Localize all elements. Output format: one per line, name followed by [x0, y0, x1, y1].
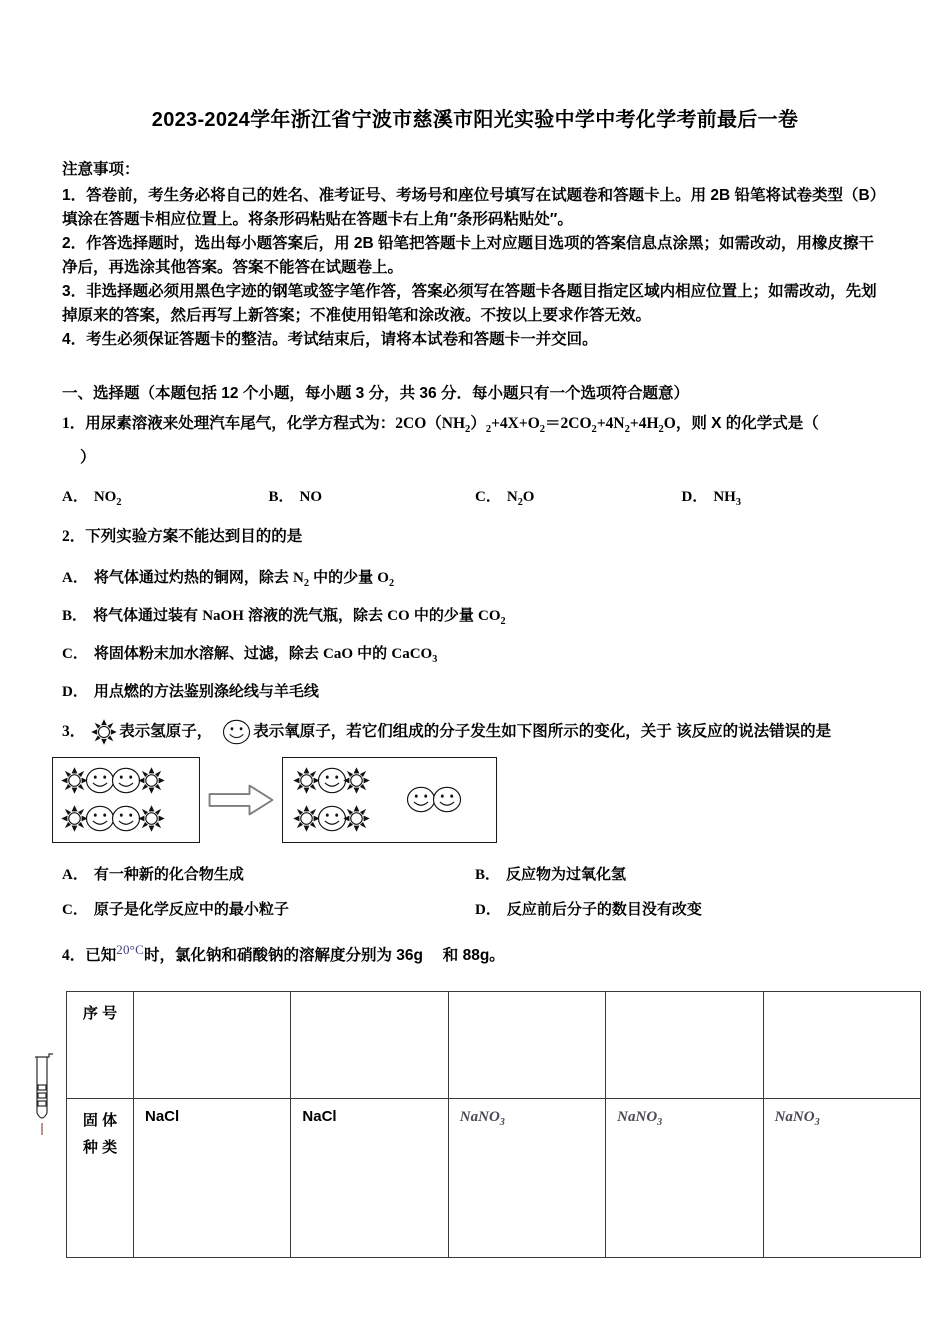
hydrogen-atom-icon	[138, 805, 165, 832]
chemical-formula: NaNO$_3$	[774, 1109, 820, 1129]
option-label: A．	[62, 866, 88, 883]
question-1-option-a[interactable]	[62, 485, 269, 508]
product-molecule-2	[293, 800, 370, 838]
reactants-box	[52, 757, 200, 843]
table-cell	[134, 1099, 291, 1258]
question-4	[62, 939, 888, 969]
solid-type-table-wrapper	[62, 991, 888, 1258]
oxygen-atom-icon	[111, 805, 141, 832]
notice-item-2: 2．作答选择题时，选出每小题答案后，用 2B 铅笔把答题卡上对应题目选项的答案信息点涂黑；如需改动，用橡皮擦干净后，再选涂其他答案。答案不能答在试题卷上。	[62, 235, 875, 277]
chemical-formula: NaNO$_3$	[459, 1109, 505, 1129]
question-3-stem-part2: 表示氧原子，若它们组成的分子发生如下图所示的变化，关于 该反应的说法错误的是	[253, 722, 832, 740]
option-label: D．	[62, 683, 88, 700]
question-3-number: 3．	[62, 722, 86, 740]
option-text: 用点燃的方法鉴别涤纶线与羊毛线	[93, 682, 319, 700]
option-text: 将气体通过灼热的铜网，除去 $N_2$ 中的少量 $O_2$	[93, 568, 395, 589]
hydrogen-atom-icon	[343, 767, 370, 794]
oxygen-atom-icon	[111, 767, 141, 794]
question-2-option-d[interactable]	[62, 680, 888, 701]
hydrogen-atom-icon	[61, 767, 88, 794]
option-text: $NH_3$	[713, 489, 741, 509]
table-cell	[448, 1099, 605, 1258]
question-2-options	[62, 566, 888, 701]
option-label: B．	[268, 489, 294, 506]
option-label: B．	[62, 607, 88, 624]
notice-heading: 注意事项：	[62, 161, 140, 178]
oxygen-atom-icon	[222, 719, 251, 745]
option-text: 将气体通过装有 NaOH 溶液的洗气瓶，除去 CO 中的少量 $CO_2$	[93, 606, 506, 627]
table-cell	[763, 1099, 920, 1258]
solid-type-table	[66, 991, 921, 1258]
notice-item-1: 1．答卷前，考生务必将自己的姓名、准考证号、考场号和座位号填写在试题卷和答题卡上。用 2B 铅笔将试卷类型（B）填涂在答题卡相应位置上。将条形码粘贴在答题卡右上角″条形码粘贴处″。	[62, 187, 886, 229]
table-cell	[291, 1099, 448, 1258]
product-molecule-1	[293, 762, 370, 800]
oxygen-atom-icon	[432, 786, 462, 813]
table-row	[67, 1099, 921, 1258]
question-1	[62, 411, 888, 439]
reactant-molecule-2	[61, 800, 191, 838]
option-label: C．	[62, 645, 88, 662]
question-1-stem-line2: ）	[80, 448, 96, 466]
question-2	[62, 524, 888, 550]
option-label: A．	[62, 489, 88, 506]
section-heading-multiple-choice: 一、选择题（本题包括 12 个小题，每小题 3 分，共 36 分．每小题只有一个选项符合题意）	[62, 385, 689, 403]
question-3	[62, 719, 888, 745]
option-label: D．	[475, 901, 501, 918]
question-3-option-b[interactable]	[475, 863, 888, 884]
notice-item-4: 4．考生必须保证答题卡的整洁。考试结束后，请将本试卷和答题卡一并交回。	[62, 331, 598, 349]
hydrogen-atom-icon	[293, 767, 320, 794]
table-cell	[448, 992, 605, 1099]
option-text: 反应前后分子的数目没有改变	[506, 900, 702, 918]
hydrogen-atom-icon	[91, 719, 117, 745]
question-2-stem: 下列实验方案不能达到目的的是	[85, 528, 303, 546]
question-4-stem-head: 已知	[85, 946, 117, 964]
page-title: 2023-2024学年浙江省宁波市慈溪市阳光实验中学中考化学考前最后一卷	[151, 109, 799, 131]
notice-item-3: 3．非选择题必须用黑色字迹的钢笔或签字笔作答，答案必须写在答题卡各题目指定区域内相应位置上；如需改动，先划掉原来的答案，然后再写上新答案；不准使用铅笔和涂改液。不按以上要求作答无效。	[62, 283, 877, 325]
table-row-header-serial: 序 号	[67, 992, 134, 1099]
question-1-options	[62, 485, 888, 508]
hydrogen-atom-icon	[61, 805, 88, 832]
question-1-equation: $2CO(NH_2)_2+4X+O_2=2CO_2+4N_2+4H_2O$	[395, 414, 676, 436]
option-text: 有一种新的化合物生成	[93, 865, 244, 883]
question-2-number: 2．	[62, 528, 86, 546]
table-cell	[291, 992, 448, 1099]
option-label: C．	[62, 901, 88, 918]
table-cell	[606, 992, 763, 1099]
question-3-options-row-1	[62, 863, 888, 884]
question-1-number: 1．	[62, 414, 86, 432]
chemical-formula: NaNO$_3$	[617, 1109, 663, 1129]
option-text: 将固体粉末加水溶解、过滤，除去 CaO 中的 CaCO$_3$	[93, 644, 438, 665]
question-4-stem-tail: 时，氯化钠和硝酸钠的溶解度分别为 36g 和 88g。	[143, 946, 505, 964]
table-row	[67, 992, 921, 1099]
hydrogen-atom-icon	[343, 805, 370, 832]
option-label: B．	[475, 866, 501, 883]
chemical-formula: NaCl	[145, 1108, 180, 1126]
reactant-molecule-1	[61, 762, 191, 800]
question-1-stem: 用尿素溶液来处理汽车尾气，化学方程式为：	[85, 414, 396, 432]
question-3-option-a[interactable]	[62, 863, 475, 884]
table-cell	[763, 992, 920, 1099]
table-cell	[134, 992, 291, 1099]
question-1-option-c[interactable]	[475, 485, 682, 508]
option-text: 原子是化学反应中的最小粒子	[93, 900, 289, 918]
option-text: $NO_2$	[93, 489, 122, 509]
option-text: $N_2O$	[506, 489, 535, 509]
chemical-formula: NaCl	[302, 1108, 337, 1126]
option-text: 反应物为过氧化氢	[506, 865, 627, 883]
option-label: A．	[62, 569, 88, 586]
option-label: D．	[681, 489, 708, 506]
table-cell	[606, 1099, 763, 1258]
reaction-arrow	[200, 783, 282, 817]
option-label: C．	[475, 489, 501, 506]
question-1-option-b[interactable]	[269, 485, 476, 508]
product-molecule-3	[406, 786, 462, 813]
products-box	[282, 757, 497, 843]
question-4-number: 4．	[62, 946, 86, 964]
molecule-reaction-diagram	[52, 757, 888, 843]
question-2-option-a[interactable]	[62, 566, 888, 589]
question-3-options-row-2	[62, 898, 888, 919]
question-3-option-c[interactable]	[62, 898, 475, 919]
hydrogen-atom-icon	[138, 767, 165, 794]
option-text: NO	[299, 489, 323, 506]
question-2-option-b[interactable]	[62, 604, 888, 627]
notice-block	[62, 158, 888, 352]
temperature-value: 20°C	[116, 941, 144, 957]
question-3-stem-part1: 表示氢原子，	[119, 722, 213, 740]
question-1-stem-tail: ，则 X 的化学式是（	[675, 414, 819, 432]
right-arrow-icon	[207, 783, 275, 817]
question-1-option-d[interactable]	[682, 485, 889, 508]
question-3-option-d[interactable]	[475, 898, 888, 919]
measuring-cylinder-icon	[32, 1051, 58, 1161]
table-row-header-solid-type: 固 体 种 类	[67, 1099, 134, 1258]
hydrogen-atom-icon	[293, 805, 320, 832]
question-2-option-c[interactable]	[62, 642, 888, 665]
